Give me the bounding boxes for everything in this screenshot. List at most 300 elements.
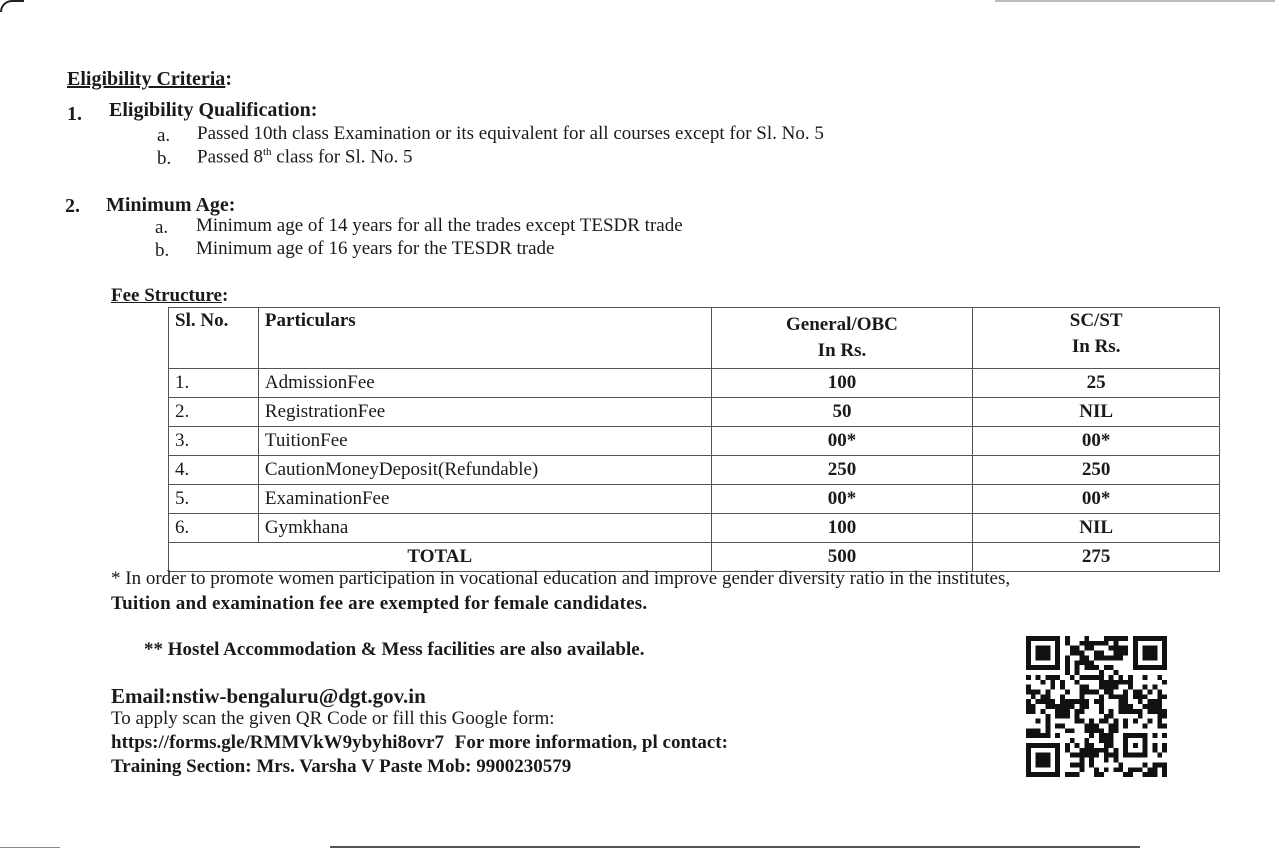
qr-module (1157, 714, 1162, 719)
qr-module (1123, 704, 1128, 709)
qr-module (1055, 675, 1060, 680)
qr-module (1114, 685, 1119, 690)
qr-module (1031, 704, 1036, 709)
qr-module (1109, 680, 1114, 685)
qr-module (1143, 704, 1148, 709)
qr-module (1143, 675, 1148, 680)
qr-module (1079, 762, 1084, 767)
qr-module (1104, 714, 1109, 719)
qr-module (1123, 694, 1128, 699)
qr-module (1104, 655, 1109, 660)
qr-module (1118, 680, 1123, 685)
qr-module (1099, 748, 1104, 753)
qr-module (1041, 694, 1046, 699)
table-row (169, 456, 1220, 485)
qr-module (1036, 719, 1041, 724)
header-scst (973, 308, 1220, 369)
qr-module (1114, 651, 1119, 656)
qr-module (1065, 699, 1070, 704)
qr-module (1099, 694, 1104, 699)
qr-module (1060, 724, 1065, 729)
item-2-title: Minimum Age: (106, 194, 236, 216)
header-slno: Sl. No. (169, 308, 259, 369)
qr-module (1114, 753, 1119, 758)
qr-module (1128, 772, 1133, 777)
qr-module (1075, 651, 1080, 656)
qr-module (1055, 714, 1060, 719)
qr-module (1114, 767, 1119, 772)
qr-module (1114, 748, 1119, 753)
qr-module (1075, 680, 1080, 685)
qr-module (1128, 704, 1133, 709)
fee-heading-text: Fee Structure (111, 285, 222, 306)
item-1a-text: Passed 10th class Examination or its equivalent for all courses except for Sl. No. 5 (197, 123, 824, 144)
qr-module (1109, 743, 1114, 748)
header-general-unit: In Rs. (817, 340, 867, 361)
qr-module (1045, 724, 1050, 729)
qr-module (1099, 670, 1104, 675)
header-scst-unit: In Rs. (1071, 336, 1121, 357)
qr-module (1109, 733, 1114, 738)
fee-table-header (169, 308, 1220, 369)
qr-module (1123, 651, 1128, 656)
qr-module (1148, 719, 1153, 724)
table-row (169, 398, 1220, 427)
table-row (169, 427, 1220, 456)
hostel-note: ** Hostel Accommodation & Mess facilities are also available. (144, 639, 645, 660)
header-general-label: General/OBC (786, 314, 898, 335)
qr-module (1084, 665, 1089, 670)
qr-module (1114, 646, 1119, 651)
qr-module (1094, 675, 1099, 680)
qr-module (1109, 646, 1114, 651)
qr-module (1075, 665, 1080, 670)
qr-module (1026, 709, 1031, 714)
qr-module (1079, 753, 1084, 758)
qr-module (1109, 636, 1114, 641)
qr-module (1089, 665, 1094, 670)
qr-module (1104, 733, 1109, 738)
qr-module (1026, 699, 1031, 704)
qr-module (1070, 704, 1075, 709)
qr-module (1065, 743, 1070, 748)
qr-module (1094, 767, 1099, 772)
qr-module (1079, 641, 1084, 646)
qr-module (1162, 762, 1167, 767)
qr-module (1070, 675, 1075, 680)
qr-module (1031, 728, 1036, 733)
qr-module (1152, 772, 1157, 777)
qr-module (1123, 724, 1128, 729)
qr-module (1065, 704, 1070, 709)
qr-module (1045, 689, 1050, 694)
qr-code-icon[interactable] (1026, 636, 1167, 777)
qr-module (1060, 685, 1065, 690)
qr-module (1114, 680, 1119, 685)
qr-module (1138, 714, 1143, 719)
qr-module (1041, 680, 1046, 685)
qr-module (1079, 655, 1084, 660)
qr-module (1045, 714, 1050, 719)
qr-module (1075, 719, 1080, 724)
qr-module (1036, 733, 1041, 738)
qr-module (1109, 655, 1114, 660)
row-1-number: 1. (169, 369, 259, 398)
qr-module (1055, 704, 1060, 709)
qr-module (1099, 738, 1104, 743)
qr-module (1084, 636, 1089, 641)
qr-module (1094, 689, 1099, 694)
qr-module (1157, 719, 1162, 724)
qr-module (1104, 665, 1109, 670)
header-general (711, 308, 973, 369)
qr-module (1118, 704, 1123, 709)
qr-module (1148, 772, 1153, 777)
qr-module (1075, 762, 1080, 767)
qr-module (1157, 762, 1162, 767)
qr-module (1089, 733, 1094, 738)
qr-module (1070, 651, 1075, 656)
qr-module (1114, 758, 1119, 763)
qr-module (1099, 675, 1104, 680)
qr-module (1084, 685, 1089, 690)
scan-edge-mark-bottom-left (0, 847, 60, 848)
qr-module (1089, 724, 1094, 729)
qr-module (1070, 762, 1075, 767)
qr-module (1079, 699, 1084, 704)
row-5-general: 00* (711, 485, 973, 514)
row-4-scst: 250 (973, 456, 1220, 485)
qr-module (1128, 709, 1133, 714)
qr-module (1075, 743, 1080, 748)
qr-module (1138, 699, 1143, 704)
qr-module (1065, 689, 1070, 694)
qr-module (1070, 728, 1075, 733)
qr-module (1099, 719, 1104, 724)
qr-module (1157, 675, 1162, 680)
qr-module (1123, 699, 1128, 704)
row-1-scst: 25 (973, 369, 1220, 398)
qr-module (1075, 660, 1080, 665)
qr-module (1099, 728, 1104, 733)
qr-module (1084, 675, 1089, 680)
qr-module (1157, 709, 1162, 714)
qr-module (1094, 753, 1099, 758)
qr-module (1079, 748, 1084, 753)
apply-line: To apply scan the given QR Code or fill this Google form: (111, 708, 555, 729)
qr-module (1065, 670, 1070, 675)
qr-module (1045, 728, 1050, 733)
scan-bottom-rule (330, 846, 1140, 848)
qr-module (1104, 753, 1109, 758)
qr-module (1152, 685, 1157, 690)
qr-module (1118, 651, 1123, 656)
row-3-general: 00* (711, 427, 973, 456)
qr-module (1133, 767, 1138, 772)
qr-module (1128, 680, 1133, 685)
scan-corner-mark (0, 0, 24, 12)
qr-module (1084, 753, 1089, 758)
qr-module (1157, 699, 1162, 704)
qr-module (1109, 724, 1114, 729)
footnote-text: * In order to promote women participation in vocational education and improve gender diversity ratio in the institutes, (111, 568, 1011, 589)
qr-module (1099, 699, 1104, 704)
qr-module (1055, 733, 1060, 738)
exemption-text: Tuition and examination fee are exempted for female candidates. (111, 593, 648, 614)
qr-module (1118, 646, 1123, 651)
qr-module (1133, 694, 1138, 699)
qr-module (1143, 762, 1148, 767)
qr-module (1109, 738, 1114, 743)
row-6-scst: NIL (973, 514, 1220, 543)
qr-module (1089, 660, 1094, 665)
qr-module (1104, 738, 1109, 743)
qr-module (1060, 694, 1065, 699)
qr-module (1084, 724, 1089, 729)
qr-module (1123, 709, 1128, 714)
qr-module (1084, 655, 1089, 660)
qr-module (1026, 704, 1031, 709)
qr-module (1099, 709, 1104, 714)
qr-module (1099, 772, 1104, 777)
qr-module (1089, 743, 1094, 748)
qr-module (1094, 772, 1099, 777)
qr-module (1128, 675, 1133, 680)
qr-module (1104, 758, 1109, 763)
qr-module (1079, 694, 1084, 699)
qr-module (1143, 694, 1148, 699)
qr-module (1123, 719, 1128, 724)
qr-module (1036, 699, 1041, 704)
qr-module (1094, 665, 1099, 670)
qr-module (1138, 689, 1143, 694)
fee-heading-colon: : (221, 285, 229, 306)
header-scst-label: SC/ST (1069, 310, 1123, 331)
qr-module (1118, 675, 1123, 680)
qr-module (1133, 689, 1138, 694)
row-2-scst: NIL (973, 398, 1220, 427)
qr-module (1041, 709, 1046, 714)
eligibility-heading (67, 68, 232, 91)
qr-module (1065, 641, 1070, 646)
row-4-general: 250 (711, 456, 973, 485)
qr-module (1152, 762, 1157, 767)
qr-module (1114, 694, 1119, 699)
qr-module (1065, 636, 1070, 641)
qr-module (1079, 689, 1084, 694)
qr-module (1026, 733, 1031, 738)
qr-module (1084, 660, 1089, 665)
qr-module (1162, 714, 1167, 719)
qr-module (1084, 699, 1089, 704)
item-2b-letter: b. (155, 240, 170, 261)
qr-module (1089, 758, 1094, 763)
qr-module (1123, 636, 1128, 641)
qr-module (1055, 709, 1060, 714)
qr-module (1118, 694, 1123, 699)
qr-module (1084, 738, 1089, 743)
qr-module (1118, 655, 1123, 660)
qr-module (1114, 728, 1119, 733)
qr-module (1084, 646, 1089, 651)
qr-module (1089, 728, 1094, 733)
qr-module (1065, 748, 1070, 753)
qr-module (1050, 704, 1055, 709)
qr-module (1094, 699, 1099, 704)
row-2-particular: RegistrationFee (258, 398, 711, 427)
qr-module (1075, 714, 1080, 719)
qr-module (1079, 758, 1084, 763)
qr-module (1109, 665, 1114, 670)
qr-module (1104, 636, 1109, 641)
qr-module (1099, 733, 1104, 738)
qr-module (1065, 665, 1070, 670)
qr-module (1050, 685, 1055, 690)
qr-module (1036, 689, 1041, 694)
qr-module (1138, 694, 1143, 699)
row-6-particular: Gymkhana (258, 514, 711, 543)
row-1-particular: AdmissionFee (258, 369, 711, 398)
qr-module (1079, 660, 1084, 665)
qr-module (1114, 655, 1119, 660)
qr-module (1050, 675, 1055, 680)
qr-module (1075, 646, 1080, 651)
qr-module (1099, 651, 1104, 656)
qr-module (1070, 772, 1075, 777)
qr-module (1045, 719, 1050, 724)
item-2a-text: Minimum age of 14 years for all the trades except TESDR trade (196, 215, 683, 236)
item-1b-text-post: class for Sl. No. 5 (271, 146, 413, 168)
qr-module (1099, 680, 1104, 685)
qr-module (1133, 719, 1138, 724)
qr-module (1089, 689, 1094, 694)
qr-module (1162, 748, 1167, 753)
item-2b-text: Minimum age of 16 years for the TESDR trade (196, 238, 555, 259)
qr-module (1065, 728, 1070, 733)
qr-module (1065, 772, 1070, 777)
qr-module (1070, 646, 1075, 651)
form-line (111, 732, 728, 754)
qr-module (1109, 728, 1114, 733)
qr-module (1089, 748, 1094, 753)
qr-module (1162, 694, 1167, 699)
qr-module (1079, 767, 1084, 772)
qr-module (1152, 743, 1157, 748)
qr-module (1075, 670, 1080, 675)
scan-edge-mark (995, 0, 1275, 3)
qr-module (1084, 641, 1089, 646)
qr-module (1036, 728, 1041, 733)
qr-module (1152, 733, 1157, 738)
qr-module (1050, 680, 1055, 685)
item-1b-superscript: th (262, 146, 272, 158)
qr-module (1089, 753, 1094, 758)
qr-module (1128, 685, 1133, 690)
qr-module (1109, 709, 1114, 714)
qr-module (1114, 719, 1119, 724)
qr-module (1162, 743, 1167, 748)
fee-table (168, 307, 1220, 572)
qr-module (1109, 714, 1114, 719)
item-1b-text-pre: Passed 8 (197, 146, 263, 168)
qr-module (1114, 724, 1119, 729)
qr-module (1094, 651, 1099, 656)
qr-module (1070, 699, 1075, 704)
qr-module (1041, 699, 1046, 704)
qr-module (1094, 655, 1099, 660)
qr-module (1070, 738, 1075, 743)
qr-module (1075, 709, 1080, 714)
qr-module (1065, 655, 1070, 660)
qr-module (1118, 767, 1123, 772)
qr-module (1031, 694, 1036, 699)
qr-module (1104, 685, 1109, 690)
qr-module (1157, 694, 1162, 699)
qr-module (1099, 655, 1104, 660)
qr-module (1060, 709, 1065, 714)
qr-module (1123, 646, 1128, 651)
qr-module (1079, 709, 1084, 714)
qr-module (1104, 719, 1109, 724)
qr-module (1099, 704, 1104, 709)
qr-module (1143, 685, 1148, 690)
qr-module (1055, 724, 1060, 729)
qr-module (1118, 636, 1123, 641)
total-scst: 275 (973, 543, 1220, 572)
item-1b-text (197, 146, 412, 168)
qr-module (1065, 709, 1070, 714)
qr-module (1084, 689, 1089, 694)
eligibility-heading-text: Eligibility Criteria (67, 68, 226, 90)
qr-module (1031, 709, 1036, 714)
qr-module (1162, 724, 1167, 729)
qr-module (1148, 709, 1153, 714)
qr-module (1079, 651, 1084, 656)
table-row (169, 485, 1220, 514)
qr-module (1104, 680, 1109, 685)
row-4-particular: CautionMoneyDeposit(Refundable) (258, 456, 711, 485)
total-label: TOTAL (169, 543, 712, 572)
row-5-particular: ExaminationFee (258, 485, 711, 514)
qr-module (1157, 689, 1162, 694)
qr-module (1026, 675, 1031, 680)
qr-module (1060, 704, 1065, 709)
form-url-link[interactable]: https://forms.gle/RMMVkW9ybyhi8ovr7 (111, 732, 445, 753)
qr-module (1123, 680, 1128, 685)
qr-module (1045, 694, 1050, 699)
qr-module (1143, 724, 1148, 729)
item-1-title: Eligibility Qualification: (109, 99, 318, 121)
qr-module (1045, 675, 1050, 680)
qr-module (1114, 670, 1119, 675)
qr-module (1079, 704, 1084, 709)
qr-module (1152, 699, 1157, 704)
row-5-number: 5. (169, 485, 259, 514)
row-3-scst: 00* (973, 427, 1220, 456)
header-particulars: Particulars (258, 308, 711, 369)
email-line: Email:nstiw-bengaluru@dgt.gov.in (111, 684, 426, 708)
qr-module (1060, 699, 1065, 704)
total-general: 500 (711, 543, 973, 572)
qr-module (1109, 689, 1114, 694)
qr-module (1118, 709, 1123, 714)
qr-module (1104, 767, 1109, 772)
qr-module (1152, 767, 1157, 772)
qr-module (1026, 685, 1031, 690)
qr-module (1089, 641, 1094, 646)
qr-module (1079, 675, 1084, 680)
qr-module (1060, 680, 1065, 685)
